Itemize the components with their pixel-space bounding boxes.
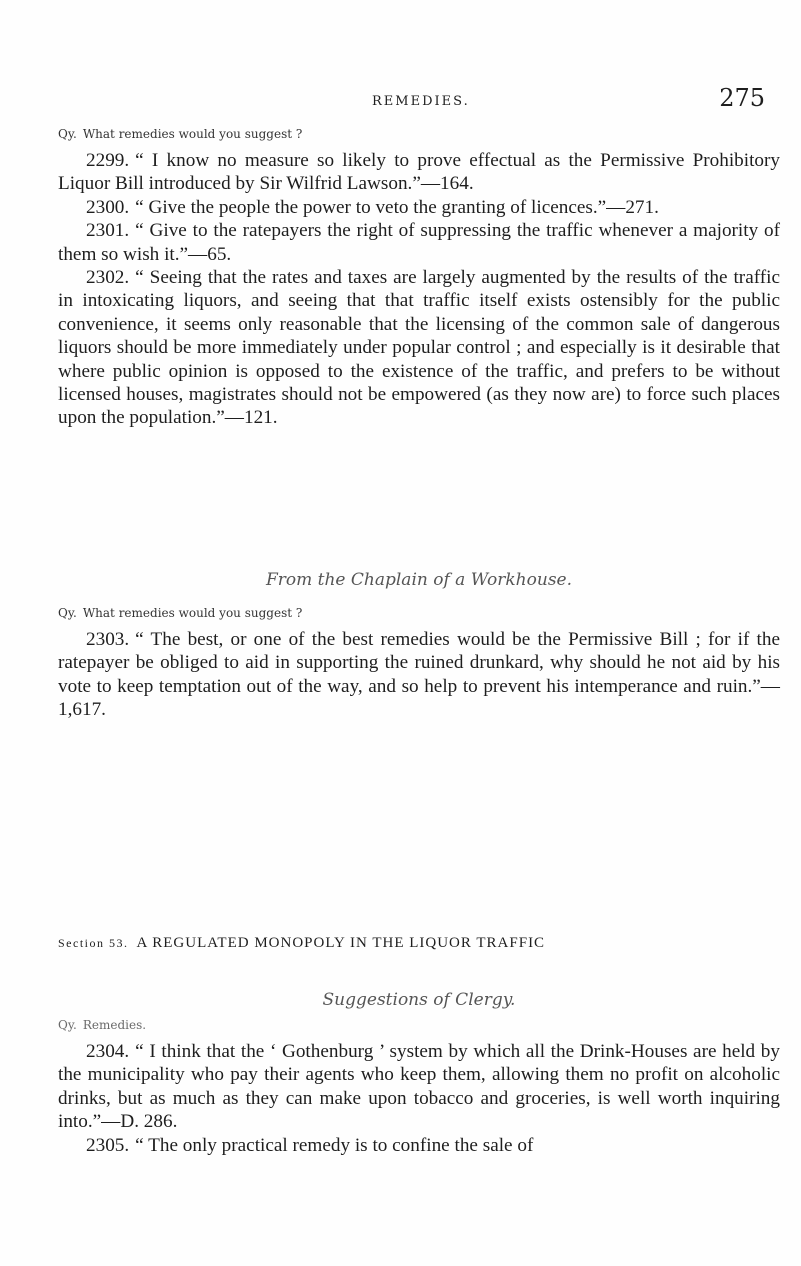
paragraph-number: 2299. xyxy=(86,150,130,171)
paragraph-text: “ The best, or one of the best remedies would be the Permissive Bill ; for if the ratepayer be obliged to aid in supporting the ruined drunkard, why should he not aid by his vote to keep temptation out of the way, and so help to prevent his intemperance and ruin.”—1,617. xyxy=(58,629,780,721)
running-head-title: REMEDIES. xyxy=(372,94,470,109)
paragraph-number: 2303. xyxy=(86,629,130,650)
answer-paragraph xyxy=(58,149,780,196)
section-heading-block xyxy=(58,935,780,952)
paragraph-text: “ Give the people the power to veto the granting of licences.”—271. xyxy=(135,196,659,218)
running-head xyxy=(0,84,801,114)
question-line xyxy=(58,127,780,141)
question-label: Qy. xyxy=(58,606,77,620)
question-label: Qy. xyxy=(58,1018,77,1032)
chaplain-block xyxy=(58,570,780,590)
answer-paragraph xyxy=(58,1134,780,1157)
question-text: What remedies would you suggest ? xyxy=(82,606,303,620)
paragraph-number: 2304. xyxy=(86,1041,130,1062)
section-heading xyxy=(58,935,780,952)
question-text: Remedies. xyxy=(82,1018,147,1032)
answer-paragraph xyxy=(58,628,780,722)
paragraph-text: “ I know no measure so likely to prove effectual as the Permissive Prohibitory Liquor Bill introduced by Sir Wilfrid Lawson.”—164. xyxy=(58,150,780,195)
paragraph-number: 2300. xyxy=(86,196,130,218)
question-label: Qy. xyxy=(58,127,77,141)
paragraph-number: 2302. xyxy=(86,267,130,289)
question-line xyxy=(58,1018,780,1032)
paragraph-text: “ The only practical remedy is to confine the sale of xyxy=(135,1134,534,1156)
block-subheading: Suggestions of Clergy. xyxy=(322,990,516,1010)
paragraph-number: 2301. xyxy=(86,220,130,242)
answer-paragraph xyxy=(58,219,780,266)
paragraph-text: “ I think that the ‘ Gothenburg ’ system by which all the Drink-Houses are held by the municipality who pay their agents who keep them, allowing them no profit on alcoholic drinks, but as much as they can make upon tobacco and groceries, is well worth inquiring into.”—D. 286. xyxy=(58,1041,780,1133)
answer-paragraph xyxy=(58,196,780,219)
paragraph-text: “ Seeing that the rates and taxes are largely augmented by the results of the traffic in intoxicating liquors, and seeing that that traffic itself exists ostensibly for the public convenience, it seems only reasonable that the licensing of the common sale of dangerous liquors should be more immediately under popular control ; and especially is it desirable that where public opinion is opposed to the existence of the traffic, and prefers to be without licensed houses, magistrates should not be empowered (as they now are) to force such places upon the population.”—121. xyxy=(58,267,780,429)
clergy-question xyxy=(58,1018,780,1157)
clergy-block xyxy=(58,990,780,1010)
page-number: 275 xyxy=(719,84,765,112)
section-title: A REGULATED MONOPOLY IN THE LIQUOR TRAFFIC xyxy=(136,935,546,951)
remedies-block xyxy=(58,127,780,430)
section-label: Section 53. xyxy=(58,936,129,950)
chaplain-question xyxy=(58,606,780,722)
question-line xyxy=(58,606,780,620)
block-subheading: From the Chaplain of a Workhouse. xyxy=(265,570,573,590)
answer-paragraph xyxy=(58,1040,780,1134)
question-text: What remedies would you suggest ? xyxy=(82,127,303,141)
answer-paragraph xyxy=(58,266,780,430)
paragraph-number: 2305. xyxy=(86,1134,130,1156)
paragraph-text: “ Give to the ratepayers the right of suppressing the traffic whenever a majority of them so wish it.”—65. xyxy=(58,220,780,265)
